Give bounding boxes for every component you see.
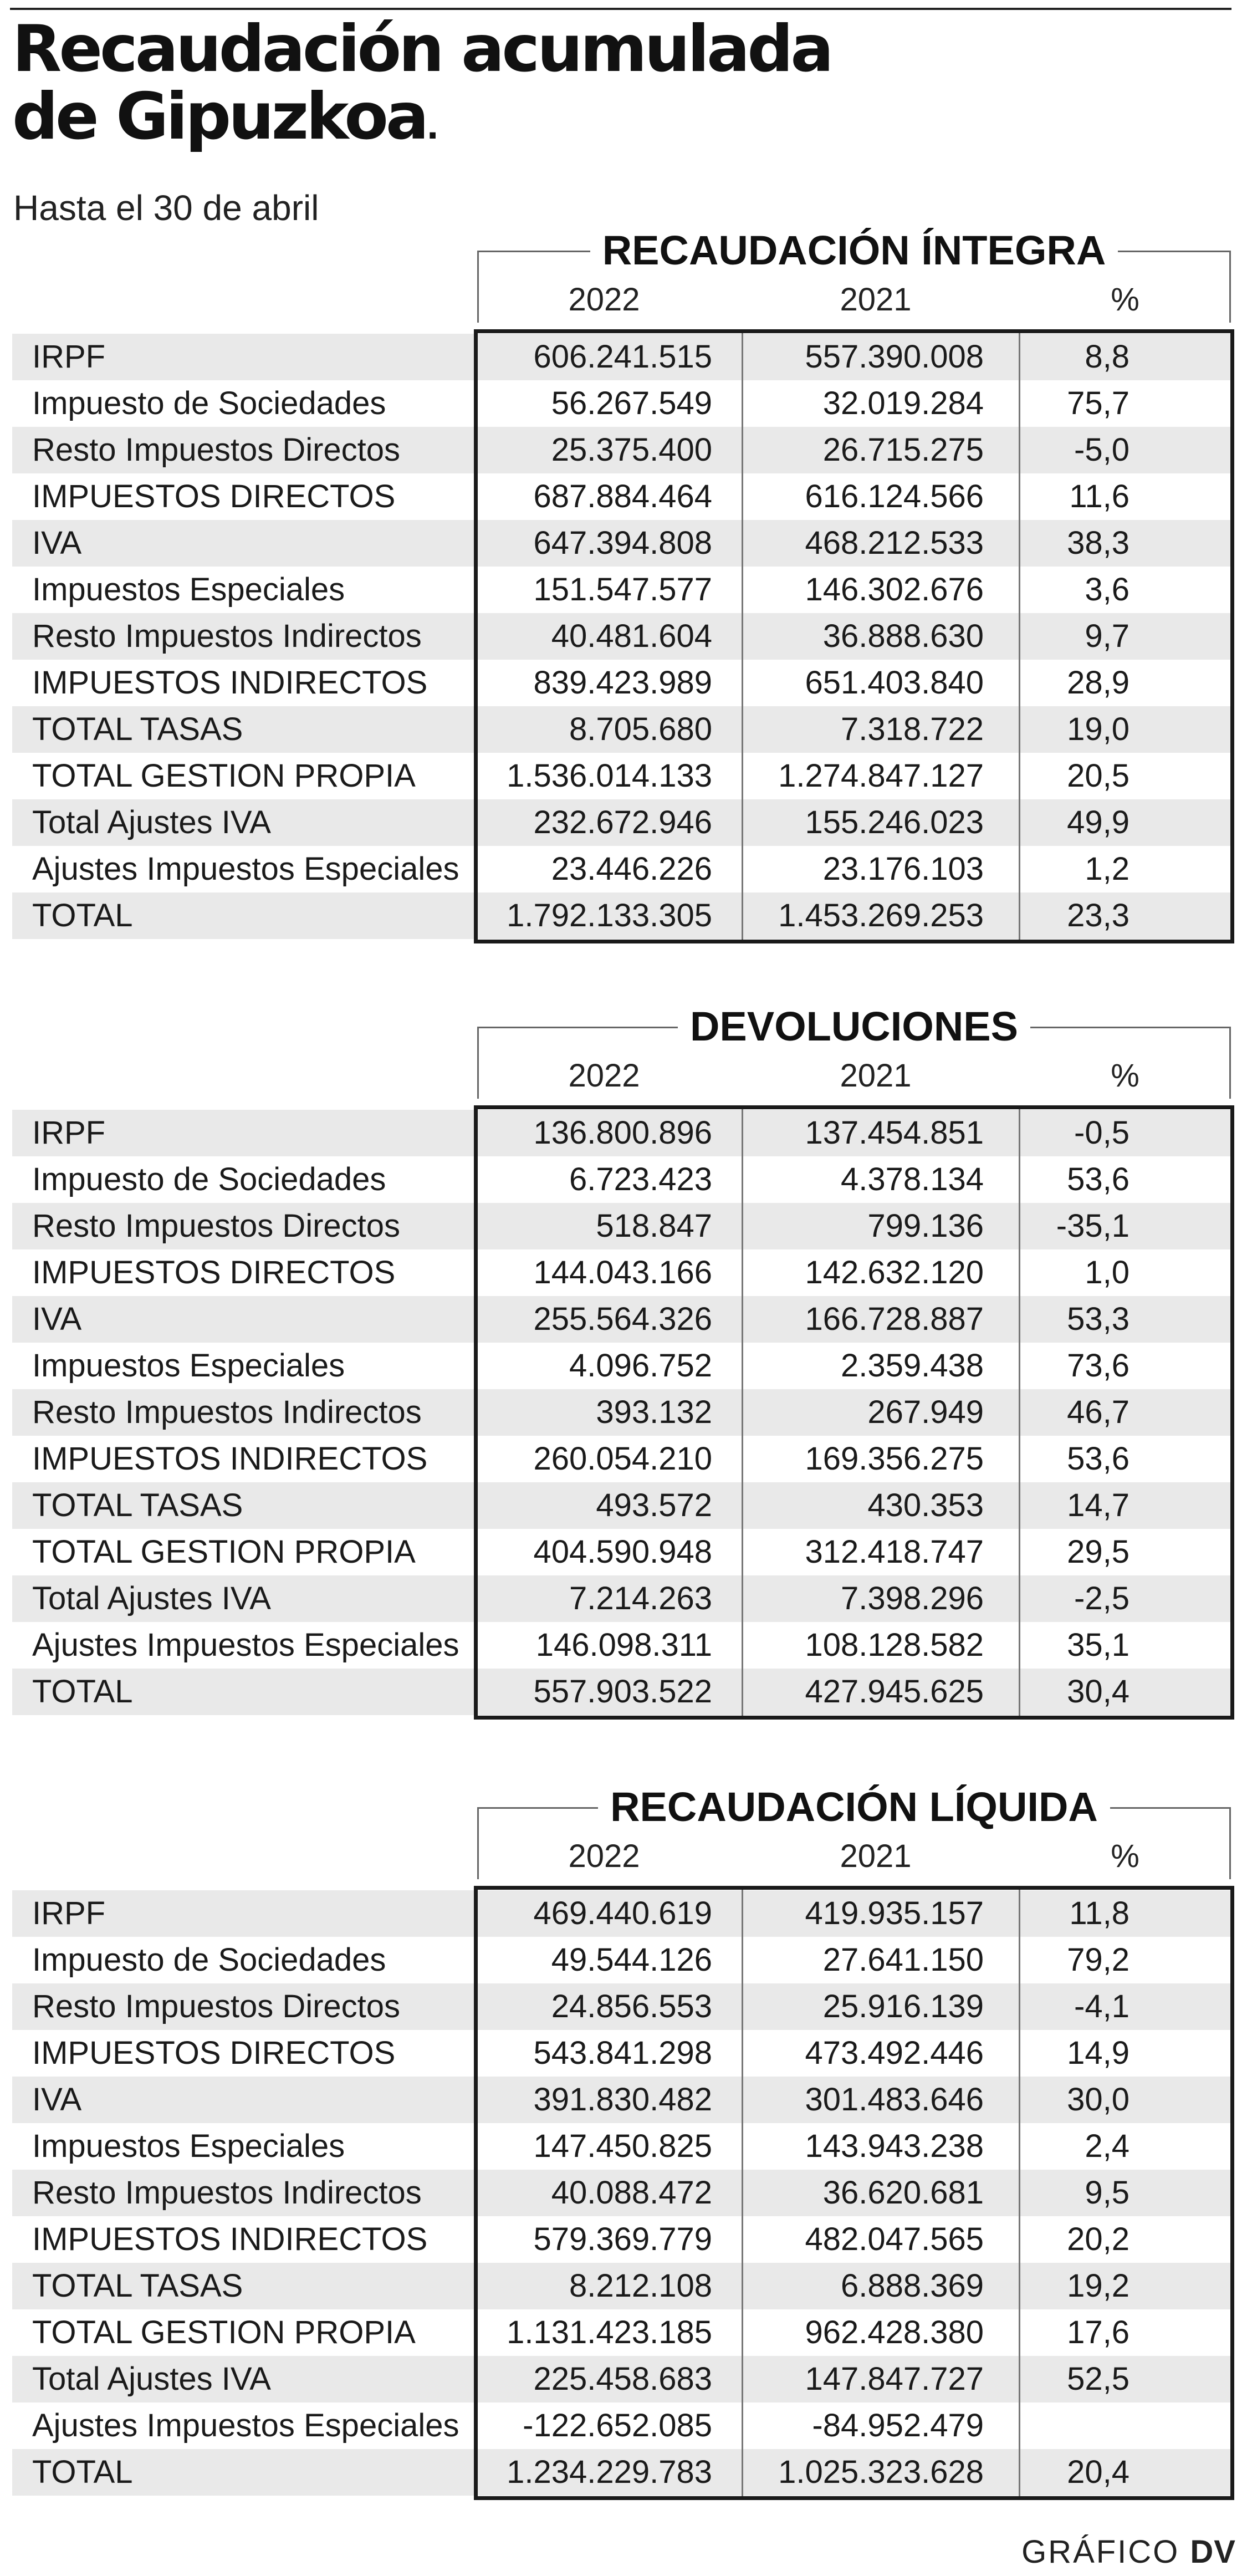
value-2022: 232.672.946 (533, 804, 712, 840)
section-title-text: RECAUDACIÓN ÍNTEGRA (590, 228, 1118, 273)
value-pct: 75,7 (1067, 385, 1130, 421)
row-label: Resto Impuestos Directos (32, 1988, 401, 2024)
value-2021: 468.212.533 (805, 525, 984, 561)
value-pct: 14,7 (1067, 1487, 1130, 1523)
value-2022: 136.800.896 (533, 1115, 712, 1151)
value-2021: 25.916.139 (822, 1988, 984, 2024)
row-label: Impuesto de Sociedades (32, 1161, 386, 1197)
value-2022: 557.903.522 (533, 1674, 712, 1710)
value-2021: 7.318.722 (840, 711, 984, 747)
value-pct: 19,2 (1067, 2268, 1130, 2304)
row-label: Resto Impuestos Indirectos (32, 618, 422, 654)
row-label: IVA (32, 1301, 82, 1337)
row-label: IMPUESTOS INDIRECTOS (32, 2221, 428, 2257)
value-2021: 427.945.625 (805, 1674, 984, 1710)
value-pct: 20,4 (1067, 2454, 1130, 2490)
value-2022: 6.723.423 (569, 1161, 712, 1197)
value-2021: 32.019.284 (822, 385, 984, 421)
value-pct: 73,6 (1067, 1348, 1130, 1384)
value-2022: 1.234.229.783 (507, 2454, 712, 2490)
value-2021: 1.025.323.628 (778, 2454, 984, 2490)
title-dot: . (426, 108, 439, 147)
title-line-2-text: de Gipuzkoa (12, 79, 427, 154)
value-pct: 9,7 (1085, 618, 1130, 654)
column-header-2022: 2022 (568, 1838, 640, 1874)
row-label: Ajustes Impuestos Especiales (32, 851, 459, 887)
value-2022: 1.792.133.305 (507, 897, 712, 934)
row-label: TOTAL TASAS (32, 1487, 243, 1523)
row-label: IRPF (32, 1895, 106, 1931)
value-2021: 430.353 (867, 1487, 984, 1523)
value-2022: 579.369.779 (533, 2221, 712, 2257)
value-2021: 557.390.008 (805, 339, 984, 375)
value-pct: 46,7 (1067, 1394, 1130, 1430)
value-pct: 11,8 (1069, 1895, 1130, 1931)
value-pct: 28,9 (1067, 665, 1130, 701)
value-2021: 108.128.582 (805, 1627, 984, 1663)
value-pct: 1,2 (1085, 851, 1130, 887)
value-2022: 255.564.326 (533, 1301, 712, 1337)
value-2021: 651.403.840 (805, 665, 984, 701)
value-2021: 301.483.646 (805, 2082, 984, 2118)
value-pct: 35,1 (1067, 1627, 1130, 1663)
value-2022: 225.458.683 (533, 2361, 712, 2397)
value-2022: 404.590.948 (533, 1534, 712, 1570)
value-pct: 20,2 (1067, 2221, 1130, 2257)
row-label: TOTAL (32, 1674, 133, 1710)
value-pct: 19,0 (1067, 711, 1130, 747)
value-2021: 312.418.747 (805, 1534, 984, 1570)
value-2021: 143.943.238 (805, 2128, 984, 2164)
value-2022: 8.212.108 (569, 2268, 712, 2304)
column-divider (1019, 333, 1020, 940)
value-2022: 40.481.604 (551, 618, 712, 654)
row-label: Resto Impuestos Directos (32, 432, 401, 468)
value-pct: -5,0 (1074, 432, 1130, 468)
value-2021: 962.428.380 (805, 2314, 984, 2350)
value-pct: -35,1 (1056, 1208, 1130, 1244)
value-2021: 6.888.369 (840, 2268, 984, 2304)
value-pct: 1,0 (1085, 1254, 1130, 1290)
title-line-1: Recaudación acumulada (12, 12, 831, 86)
title-line-2 (12, 79, 831, 161)
value-2021: 473.492.446 (805, 2035, 984, 2071)
page-subtitle: Hasta el 30 de abril (13, 188, 319, 228)
value-2022: 469.440.619 (533, 1895, 712, 1931)
value-2022: 25.375.400 (551, 432, 712, 468)
value-2022: 1.536.014.133 (507, 758, 712, 794)
value-2022: 493.572 (596, 1487, 712, 1523)
value-2022: 4.096.752 (569, 1348, 712, 1384)
value-2022: 151.547.577 (533, 572, 712, 608)
value-pct: 8,8 (1085, 339, 1130, 375)
credit-footer (1021, 2533, 1236, 2570)
value-pct: 53,6 (1067, 1441, 1130, 1477)
value-2021: 799.136 (867, 1208, 984, 1244)
value-pct: 38,3 (1067, 525, 1130, 561)
column-divider (1019, 1109, 1020, 1716)
column-header-2021: 2021 (840, 282, 912, 318)
value-pct: 2,4 (1085, 2128, 1130, 2164)
value-2022: 1.131.423.185 (507, 2314, 712, 2350)
value-2021: 7.398.296 (840, 1580, 984, 1616)
section-title (477, 228, 1231, 273)
value-2022: 647.394.808 (533, 525, 712, 561)
value-2022: 146.098.311 (535, 1627, 712, 1663)
value-pct: 14,9 (1067, 2035, 1130, 2071)
value-pct: 79,2 (1067, 1942, 1130, 1978)
row-label: IVA (32, 525, 82, 561)
value-2021: 146.302.676 (805, 572, 984, 608)
row-label: Resto Impuestos Directos (32, 1208, 401, 1244)
row-label: TOTAL (32, 2454, 133, 2490)
section-title-text: DEVOLUCIONES (678, 1004, 1030, 1049)
value-2021: 36.888.630 (822, 618, 984, 654)
value-2022: 687.884.464 (533, 478, 712, 514)
value-pct: 30,4 (1067, 1674, 1130, 1710)
column-header-2021: 2021 (840, 1838, 912, 1874)
value-2021: 137.454.851 (805, 1115, 984, 1151)
column-divider (742, 1109, 743, 1716)
section-title (477, 1785, 1231, 1829)
page-title (12, 12, 831, 161)
value-2022: -122.652.085 (523, 2407, 712, 2444)
row-label: Resto Impuestos Indirectos (32, 1394, 422, 1430)
value-2021: 147.847.727 (805, 2361, 984, 2397)
row-label: Total Ajustes IVA (32, 2361, 271, 2397)
column-header-2021: 2021 (840, 1058, 912, 1094)
column-divider (1019, 1890, 1020, 2496)
row-label: TOTAL GESTION PROPIA (32, 758, 416, 794)
credit-brand: DV (1190, 2534, 1236, 2570)
value-pct: -0,5 (1074, 1115, 1130, 1151)
value-2021: 1.453.269.253 (778, 897, 984, 934)
row-label: TOTAL (32, 897, 133, 934)
row-label: IMPUESTOS DIRECTOS (32, 478, 396, 514)
value-2022: 518.847 (596, 1208, 712, 1244)
value-2021: 27.641.150 (822, 1942, 984, 1978)
value-2022: 23.446.226 (551, 851, 712, 887)
data-box (474, 329, 1234, 943)
value-pct: 20,5 (1067, 758, 1130, 794)
row-label: IMPUESTOS DIRECTOS (32, 2035, 396, 2071)
value-pct: 52,5 (1067, 2361, 1130, 2397)
value-pct: -4,1 (1074, 1988, 1130, 2024)
row-label: Impuestos Especiales (32, 1348, 345, 1384)
value-2022: 543.841.298 (533, 2035, 712, 2071)
value-pct: 9,5 (1085, 2175, 1130, 2211)
data-box (474, 1886, 1234, 2500)
row-label: Impuesto de Sociedades (32, 385, 386, 421)
value-2022: 260.054.210 (533, 1441, 712, 1477)
row-label: Resto Impuestos Indirectos (32, 2175, 422, 2211)
value-2022: 24.856.553 (551, 1988, 712, 2024)
value-2021: 26.715.275 (822, 432, 984, 468)
top-rule (10, 8, 1231, 10)
value-pct: 11,6 (1069, 478, 1130, 514)
column-header-pct: % (1111, 1838, 1139, 1874)
value-2021: 36.620.681 (822, 2175, 984, 2211)
value-2021: 616.124.566 (805, 478, 984, 514)
value-pct: 29,5 (1067, 1534, 1130, 1570)
value-pct: -2,5 (1074, 1580, 1130, 1616)
row-label: Impuesto de Sociedades (32, 1942, 386, 1978)
value-2022: 56.267.549 (551, 385, 712, 421)
value-pct: 3,6 (1085, 572, 1130, 608)
value-2021: 1.274.847.127 (778, 758, 984, 794)
section-title-text: RECAUDACIÓN LÍQUIDA (598, 1785, 1110, 1829)
value-2021: 2.359.438 (840, 1348, 984, 1384)
value-2021: 169.356.275 (805, 1441, 984, 1477)
value-2022: 49.544.126 (551, 1942, 712, 1978)
row-label: Total Ajustes IVA (32, 1580, 271, 1616)
value-2021: 142.632.120 (805, 1254, 984, 1290)
value-2021: 4.378.134 (840, 1161, 984, 1197)
value-2022: 40.088.472 (551, 2175, 712, 2211)
value-pct: 53,6 (1067, 1161, 1130, 1197)
value-2022: 144.043.166 (533, 1254, 712, 1290)
value-2021: 419.935.157 (805, 1895, 984, 1931)
value-2021: 482.047.565 (805, 2221, 984, 2257)
row-label: TOTAL TASAS (32, 2268, 243, 2304)
row-label: IVA (32, 2082, 82, 2118)
value-2022: 391.830.482 (533, 2082, 712, 2118)
value-2021: 155.246.023 (805, 804, 984, 840)
value-2022: 839.423.989 (533, 665, 712, 701)
value-pct: 17,6 (1067, 2314, 1130, 2350)
value-2022: 147.450.825 (533, 2128, 712, 2164)
row-label: Ajustes Impuestos Especiales (32, 1627, 459, 1663)
row-label: Ajustes Impuestos Especiales (32, 2407, 459, 2444)
row-label: IRPF (32, 339, 106, 375)
row-label: IMPUESTOS DIRECTOS (32, 1254, 396, 1290)
row-label: IMPUESTOS INDIRECTOS (32, 1441, 428, 1477)
value-2021: 23.176.103 (822, 851, 984, 887)
column-header-2022: 2022 (568, 282, 640, 318)
value-2022: 606.241.515 (533, 339, 712, 375)
value-pct: 53,3 (1067, 1301, 1130, 1337)
row-label: IMPUESTOS INDIRECTOS (32, 665, 428, 701)
section-title (477, 1004, 1231, 1049)
data-box (474, 1105, 1234, 1720)
column-divider (742, 1890, 743, 2496)
column-header-pct: % (1111, 282, 1139, 318)
value-2021: -84.952.479 (812, 2407, 984, 2444)
column-header-pct: % (1111, 1058, 1139, 1094)
row-label: TOTAL GESTION PROPIA (32, 2314, 416, 2350)
row-label: TOTAL GESTION PROPIA (32, 1534, 416, 1570)
value-2022: 8.705.680 (569, 711, 712, 747)
value-2021: 166.728.887 (805, 1301, 984, 1337)
column-header-2022: 2022 (568, 1058, 640, 1094)
column-divider (742, 333, 743, 940)
row-label: Impuestos Especiales (32, 572, 345, 608)
value-pct: 23,3 (1067, 897, 1130, 934)
value-2022: 393.132 (596, 1394, 712, 1430)
row-label: Impuestos Especiales (32, 2128, 345, 2164)
value-pct: 30,0 (1067, 2082, 1130, 2118)
value-2022: 7.214.263 (569, 1580, 712, 1616)
credit-prefix: GRÁFICO (1021, 2534, 1180, 2570)
row-label: TOTAL TASAS (32, 711, 243, 747)
value-2021: 267.949 (867, 1394, 984, 1430)
row-label: Total Ajustes IVA (32, 804, 271, 840)
value-pct: 49,9 (1067, 804, 1130, 840)
row-label: IRPF (32, 1115, 106, 1151)
